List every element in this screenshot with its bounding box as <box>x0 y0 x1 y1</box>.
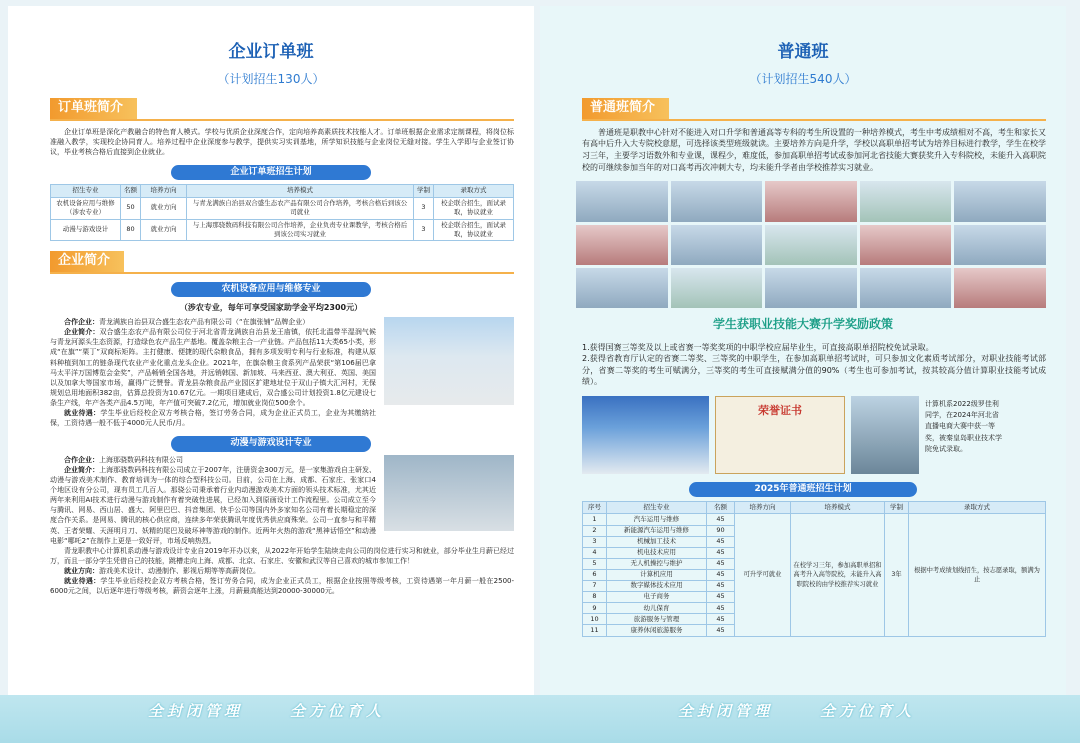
cell: 2 <box>583 525 607 536</box>
regular-plan-title: 2025年普通班招生计划 <box>689 482 917 497</box>
merged-cell-mode: 在校学习三年，参加高职单招和高考升入高等院校，未能升入高职院校的由学校推荐实习就业 <box>791 514 885 636</box>
col-quota: 名额 <box>707 502 735 514</box>
cell: 45 <box>707 569 735 580</box>
program2-title: 动漫与游戏设计专业 <box>171 436 371 451</box>
col-major: 招生专业 <box>51 185 121 197</box>
cell: 11 <box>583 625 607 636</box>
cell: 90 <box>707 525 735 536</box>
photo <box>860 181 952 221</box>
award-2: 2.获得省教育厅认定的省赛二等奖、三等奖的中职学生，在参加高职单招考试时，可只参加文化素质考试部分，对职业技能考试部分，省赛二等奖的考生可赋满分，三等奖的考生可直接赋满分值的90%（考生也可参加考试，按其较高分值计算职业技能考试成绩）。 <box>582 354 1046 387</box>
cell: 计算机应用 <box>607 569 707 580</box>
cell: 校企联合招生，面试录取，协议就业 <box>434 219 514 241</box>
label: 企业简介： <box>64 465 100 474</box>
label: 企业简介： <box>64 328 100 337</box>
cell: 与上海那骁数码科技有限公司合作培养，企业负责专业课教学，考核合格后到该公司实习就业 <box>187 219 414 241</box>
cell: 4 <box>583 547 607 558</box>
merged-cell-admit: 根据中考成绩划线招生，按志愿录取，额满为止 <box>909 514 1046 636</box>
cell: 3 <box>414 197 434 219</box>
p2-direction: 游戏美术设计、动漫制作、影视后期等等高薪岗位。 <box>99 567 260 576</box>
merged-cell-years: 3年 <box>885 514 909 636</box>
cell: 动漫与游戏设计 <box>51 219 121 241</box>
right-title: 普通班 <box>777 42 829 62</box>
p1-job: 学生毕业后经校企双方考核合格，签订劳务合同，成为企业正式员工，企业为其缴纳社保，工资待遇一般不低于4000元人民币/月。 <box>50 409 377 428</box>
award-policy <box>582 342 1046 388</box>
divider <box>50 119 514 121</box>
slogan-left-2: 全方位育人 <box>290 702 386 720</box>
cell: 1 <box>583 514 607 525</box>
photo <box>671 225 763 265</box>
cell: 50 <box>121 197 141 219</box>
photo <box>671 268 763 308</box>
label: 合作企业： <box>64 317 99 326</box>
label: 就业方向： <box>64 567 99 576</box>
cell: 9 <box>583 603 607 614</box>
p2-partner: 上海那骁数码科技有限公司 <box>99 455 183 464</box>
cell: 与青龙满族自治县双合盛生态农产品有限公司合作培养，考核合格后到该公司就业 <box>187 197 414 219</box>
cell: 8 <box>583 592 607 603</box>
award-photos <box>582 396 1046 474</box>
photo <box>576 225 668 265</box>
student-photo <box>851 396 919 474</box>
cell: 新能源汽车运用与维修 <box>607 525 707 536</box>
award-title: 学生获职业技能大赛升学奖励政策 <box>712 317 893 332</box>
cell: 45 <box>707 614 735 625</box>
left-subtitle: （计划招生130人） <box>217 71 325 86</box>
photo <box>954 225 1046 265</box>
p2-job: 学生毕业后经校企双方考核合格，签订劳务合同，成为企业正式员工，根据企业按照等级考核，工资待遇第一年月薪一般在2500-6000元之间，以后逐年进行等级考核，薪资会逐年上涨，月薪最高能达到20000-30000元。 <box>50 577 515 596</box>
cell: 幼儿保育 <box>607 603 707 614</box>
table-header-row <box>583 502 1046 514</box>
cell: 45 <box>707 603 735 614</box>
p2-intro: 上海那骁数码科技有限公司成立于2007年，注册资金300万元，是一家集游戏自主研发、动漫与游戏美术制作、教育培训为一体的综合型科技公司。目前，公司在上海、成都、石家庄、张家口4个地区设有分公司，现有员工几百人。那骁公司秉承着行业内动漫游戏美术方面的领头技术标准，尤其近两年来利用AI技术进行动漫与游戏制作有着突破性进展，已经加入到原画设计工作流程里。公司成立至今与腾讯、网易、西山居、盛大、阿里巴巴、抖音集团、快手公司等国内外多家知名公司有着长期稳定的深度合作关系。是网易、腾讯的核心供应商，连续多年荣获腾讯年度优秀供应商殊荣。公司一直参与和平精英、王者荣耀、天涯明月刀、妖精的尾巴及破坏神等游戏的制作。近两年火热的游戏“黑神话悟空”和动漫电影“哪吒2”在制作上更是一致好评，市场反响热烈。 <box>50 465 376 545</box>
label: 合作企业： <box>64 455 99 464</box>
campus-photo-grid <box>576 181 1046 308</box>
photo <box>860 225 952 265</box>
cell: 3 <box>583 536 607 547</box>
col-major: 招生专业 <box>607 502 707 514</box>
program1-title: 农机设备应用与维修专业 <box>171 282 371 297</box>
cell: 3 <box>414 219 434 241</box>
photo <box>671 181 763 221</box>
col-admission: 录取方式 <box>434 185 514 197</box>
student-story: 计算机系2022级罗佳利同学，在2024年河北省直播电商大赛中获一等奖，被秦皇岛职业技术学院免试录取。 <box>925 400 1002 453</box>
honor-certificate <box>715 396 845 474</box>
merged-cell-direction: 可升学可就业 <box>735 514 791 636</box>
slogan-left-1: 全封闭管理 <box>148 702 244 720</box>
order-plan-table <box>50 184 514 241</box>
cell: 10 <box>583 614 607 625</box>
divider <box>50 272 514 274</box>
photo <box>860 268 952 308</box>
slogan-right-1: 全封闭管理 <box>678 702 774 720</box>
cell: 5 <box>583 558 607 569</box>
col-years: 学制 <box>885 502 909 514</box>
label: 就业待遇： <box>64 409 101 418</box>
cell: 45 <box>707 536 735 547</box>
col-years: 学制 <box>414 185 434 197</box>
cell: 旅游服务与管理 <box>607 614 707 625</box>
photo <box>954 268 1046 308</box>
col-admission: 录取方式 <box>909 502 1046 514</box>
cell: 汽车运用与维修 <box>607 514 707 525</box>
factory-photo <box>384 317 514 405</box>
cell: 康养休闲旅游服务 <box>607 625 707 636</box>
p1-partner: 青龙满族自治县双合盛生态农产品有限公司（“在旗张铺”品牌企业） <box>99 317 310 326</box>
col-mode: 培养模式 <box>791 502 885 514</box>
cell: 无人机操控与维护 <box>607 558 707 569</box>
p1-intro: 双合盛生态农产品有限公司位于河北省青龙满族自治县龙王庙镇，依托北温带半湿润气候与青龙河源头生态资源，打造绿色农产品生产基地。覆盖杂粮主合一产业链。产品包括11大类65小类，形成“在旗”“栗丁”双商标矩阵。主打健康、便捷的现代杂粮食品，拥有多项发明专利与行业标准，构建从原料种植到加工的链条现代农业产业化重点龙头企业。2021年，在旗杂粮主食系列产品荣获“第106届巴拿马太平洋万国博览会金奖”，产品畅销全国各地，并远销韩国、新加坡、马来西亚、澳大利亚、英国、美国以及加拿大等国家市场，赢得广泛赞誉。青龙县杂粮食品产业园区扩建地址位于双山子镇大汇河村，无保规划总用地面积382亩，估算总投资为10.67亿元。一期项目建成后，双合盛公司计划投资1.8亿元建设七条生产线，年产各类产品4.5万吨，年产值可突破7.2亿元，增加就业岗位500余个。 <box>50 328 377 408</box>
col-direction: 培养方向 <box>141 185 187 197</box>
cell: 农机设备应用与维修（涉农专业） <box>51 197 121 219</box>
cell: 45 <box>707 547 735 558</box>
cell: 机械加工技术 <box>607 536 707 547</box>
order-intro-text: 企业订单班是深化产教融合的特色育人模式。学校与优质企业深度合作，定向培养高素质技术技能人才。订单班根据企业需求定制课程，将岗位标准融入教学，实现校企协同育人。培养过程中企业深度参与教学，提供实习实训基地，所学知识技能与企业岗位无缝对接。学生入学即与企业签订协议，毕业考核合格后直接到企业就业。 <box>50 127 514 157</box>
cell: 7 <box>583 581 607 592</box>
cell: 就业方向 <box>141 219 187 241</box>
p2-extra: 青龙职教中心计算机系动漫与游戏设计专业自2019年开办以来，从2022年开始学生陆续走向公司的岗位进行实习和就业，部分毕业生月薪已经过万，而且一部分学生凭借自己的技能，跳槽走向上海、成都、北京、石家庄、安徽和武汉等自己喜欢的城市参加工作！ <box>50 546 514 565</box>
order-intro-heading: 订单班简介 <box>50 98 137 119</box>
slogan-right-2: 全方位育人 <box>820 702 916 720</box>
program2-body <box>50 455 514 597</box>
company-heading: 企业简介 <box>50 251 124 272</box>
award-1: 1.获得国赛三等奖及以上或省赛一等奖奖项的中职学校应届毕业生，可直接高职单招院校免试录取。 <box>582 342 934 352</box>
footer-banner <box>0 695 1080 743</box>
program1-note: （涉农专业，每年可享受国家助学金平均2300元） <box>179 303 363 313</box>
left-page <box>8 6 534 712</box>
right-page <box>540 6 1066 712</box>
cell: 45 <box>707 558 735 569</box>
photo <box>576 268 668 308</box>
photo <box>765 268 857 308</box>
regular-intro-text: 普通班是职教中心针对不能进入对口升学和普通高等专科的考生所设置的一种培养模式，考生中考成绩相对不高，考生和家长又有高中后升入大专院校意愿，可选择该类型班级就读。主要培养方向是升学，学校以高职单招考试为培养目标进行教学，学生在校学习三年，主要学习语数外和专业课，课程少，难度低，参加高职单招考试或参加河北省技能大赛获奖升入专科院校，未能升入高职院校的可继续参加当年的对口高考再次冲刺大专，均未能升学者由学校推荐实习就业。 <box>582 127 1046 172</box>
regular-plan-table <box>582 501 1046 636</box>
col-index: 序号 <box>583 502 607 514</box>
office-photo <box>384 455 514 531</box>
regular-intro-heading: 普通班简介 <box>582 98 669 119</box>
table-header-row <box>51 185 514 197</box>
cell: 电子商务 <box>607 592 707 603</box>
col-direction: 培养方向 <box>735 502 791 514</box>
cell: 45 <box>707 581 735 592</box>
cell: 45 <box>707 592 735 603</box>
table-row <box>51 197 514 219</box>
col-mode: 培养模式 <box>187 185 414 197</box>
cell: 45 <box>707 514 735 525</box>
table-row <box>51 219 514 241</box>
cell: 6 <box>583 569 607 580</box>
photo <box>954 181 1046 221</box>
cell: 45 <box>707 625 735 636</box>
competition-photo <box>582 396 709 474</box>
photo <box>765 225 857 265</box>
cell: 数字媒体技术应用 <box>607 581 707 592</box>
order-plan-title: 企业订单班招生计划 <box>171 165 371 180</box>
photo <box>576 181 668 221</box>
label: 就业待遇： <box>64 577 101 586</box>
right-subtitle: （计划招生540人） <box>749 71 857 86</box>
cell: 就业方向 <box>141 197 187 219</box>
cell: 机电技术应用 <box>607 547 707 558</box>
left-title: 企业订单班 <box>228 42 314 62</box>
cell: 80 <box>121 219 141 241</box>
cert-title: 荣誉证书 <box>758 404 802 418</box>
divider <box>582 119 1046 121</box>
col-quota: 名额 <box>121 185 141 197</box>
cell: 校企联合招生，面试录取，协议就业 <box>434 197 514 219</box>
photo <box>765 181 857 221</box>
table-row <box>583 514 1046 525</box>
program1-body <box>50 317 514 429</box>
